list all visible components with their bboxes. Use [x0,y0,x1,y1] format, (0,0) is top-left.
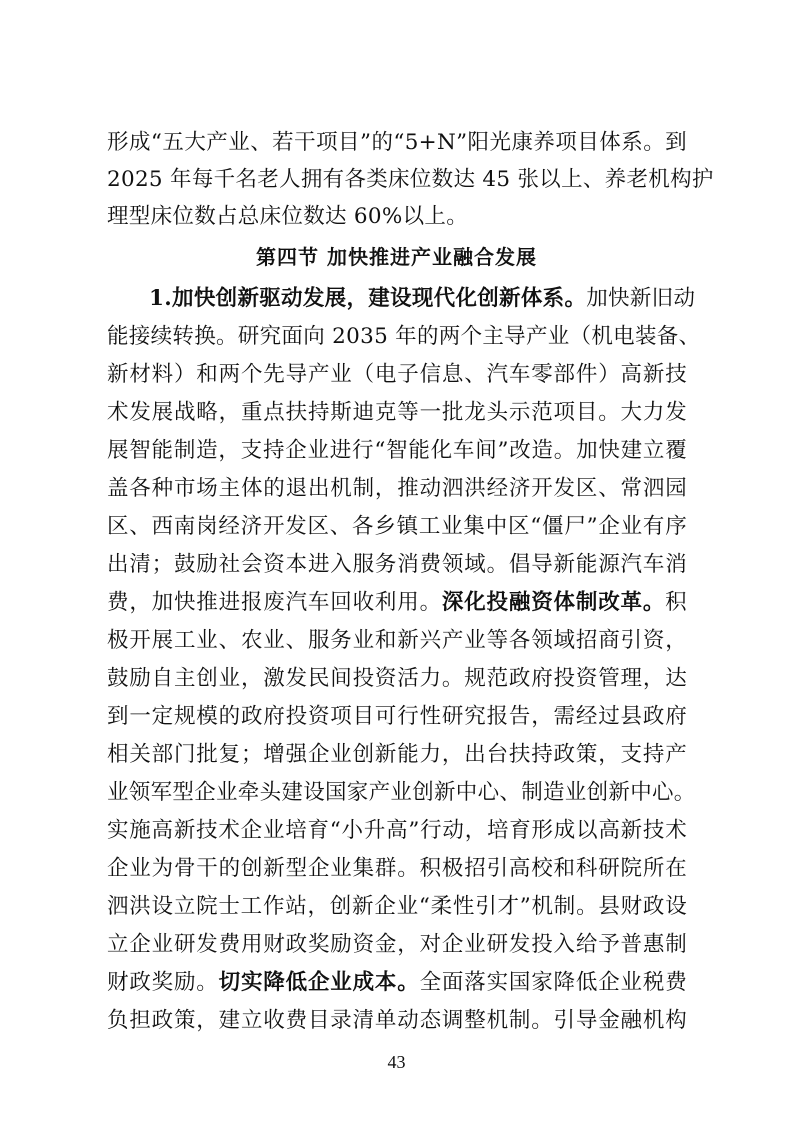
text-line: 企业为骨干的创新型企业集群。积极招引高校和科研院所在 [107,856,687,881]
text-line: 鼓励自主创业，激发民间投资活力。规范政府投资管理，达 [107,666,687,691]
bold-lead: 深化投融资体制改革。 [441,590,666,615]
text-line: 实施高新技术企业培育“小升高”行动，培育形成以高新技术 [107,818,687,843]
text-line: 展智能制造，支持企业进行“智能化车间”改造。加快建立覆 [107,438,687,463]
text-line [149,283,696,315]
section-heading: 第四节 加快推进产业融合发展 [256,245,537,269]
text-line: 新材料）和两个先导产业（电子信息、汽车零部件）高新技 [107,362,687,387]
bold-lead: 切实降低企业成本。 [218,970,420,995]
text-line: 极开展工业、农业、服务业和新兴产业等各领域招商引资， [107,628,687,653]
text-run: 积 [665,590,687,615]
page-number: 43 [387,1052,406,1072]
text-line: 术发展战略，重点扶持斯迪克等一批龙头示范项目。大力发 [107,400,687,425]
text-run: 加快新旧动 [586,286,696,311]
text-line: 区、西南岗经济开发区、各乡镇工业集中区“僵尸”企业有序 [107,514,687,539]
text-line: 泗洪设立院士工作站，创新企业“柔性引才”机制。县财政设 [107,894,687,919]
text-line [107,967,687,999]
text-line: 相关部门批复；增强企业创新能力，出台扶持政策，支持产 [107,742,687,767]
text-line: 理型床位数占总床位数达 60%以上。 [107,204,469,229]
text-line: 负担政策，建立收费目录清单动态调整机制。引导金融机构 [107,1008,687,1033]
text-line: 形成“五大产业、若干项目”的“5+N”阳光康养项目体系。到 [107,130,687,155]
bold-lead: 1.加快创新驱动发展，建设现代化创新体系。 [149,286,587,311]
text-line: 出清；鼓励社会资本进入服务消费领域。倡导新能源汽车消 [107,552,687,577]
text-run: 费，加快推进报废汽车回收利用。 [107,590,442,615]
text-run: 财政奖励。 [107,970,219,995]
text-line: 盖各种市场主体的退出机制，推动泗洪经济开发区、常泗园 [107,476,687,501]
text-line: 业领军型企业牵头建设国家产业创新中心、制造业创新中心。 [107,780,696,805]
text-line: 2025 年每千名老人拥有各类床位数达 45 张以上、养老机构护 [107,167,714,192]
text-run: 全面落实国家降低企业税费 [419,970,687,995]
text-line: 立企业研发费用财政奖励资金，对企业研发投入给予普惠制 [107,932,687,957]
text-line: 到一定规模的政府投资项目可行性研究报告，需经过县政府 [107,704,687,729]
text-line: 能接续转换。研究面向 2035 年的两个主导产业（机电装备、 [107,324,701,349]
text-line [107,587,687,619]
